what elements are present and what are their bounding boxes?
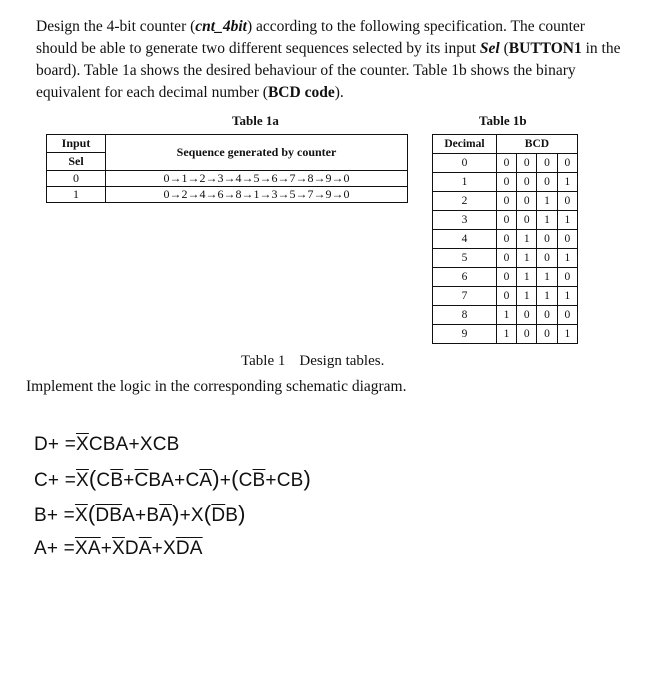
sel-cell: 0 xyxy=(47,171,106,187)
equation-b: $B+ =\overline{X}(\overline{DB}A+B\overline{A})+X(\overline{D}B)$ xyxy=(34,501,246,526)
table-row xyxy=(433,268,578,287)
bcd-bit-cell: 1 xyxy=(537,287,557,306)
decimal-cell: 5 xyxy=(433,249,497,268)
bcd-bit-cell: 0 xyxy=(496,249,516,268)
bcd-bit-cell: 0 xyxy=(517,173,537,192)
bcd-bit-cell: 0 xyxy=(517,211,537,230)
bcd-bit-cell: 1 xyxy=(517,230,537,249)
caption-text: Design tables. xyxy=(299,353,385,369)
bcd-bit-cell: 1 xyxy=(517,249,537,268)
bcd-bit-cell: 1 xyxy=(517,287,537,306)
bcd-bit-cell: 1 xyxy=(496,306,516,325)
caption-label: Table 1 xyxy=(241,353,286,369)
bcd-bit-cell: 0 xyxy=(557,306,577,325)
bcd-bit-cell: 0 xyxy=(517,154,537,173)
table-row xyxy=(433,287,578,306)
equation-c: $C+ =\overline{X}(C\overline{B}+\overline{C}BA+C\overline{A})+(C\overline{B}+CB)$ xyxy=(34,466,312,491)
bcd-bit-cell: 0 xyxy=(557,230,577,249)
header-input: Input xyxy=(47,135,106,153)
decimal-cell: 4 xyxy=(433,230,497,249)
header-sequence: Sequence generated by counter xyxy=(106,135,408,171)
equation-d: $D+ =\overline{X}CBA+XCB$ xyxy=(34,434,180,455)
table-row xyxy=(433,211,578,230)
intro-text: ( xyxy=(499,40,509,57)
table-row xyxy=(433,306,578,325)
bcd-bit-cell: 1 xyxy=(557,287,577,306)
table-row xyxy=(433,325,578,344)
intro-paragraph xyxy=(36,16,626,104)
decimal-cell: 3 xyxy=(433,211,497,230)
counter-name: cnt_4bit xyxy=(195,18,247,35)
intro-text: in the board). Table 1a shows the desired behaviour of the counter. Table 1b shows the binary equivalent for each decimal number ( xyxy=(36,40,621,101)
bcd-bit-cell: 1 xyxy=(557,249,577,268)
bcd-bit-cell: 0 xyxy=(496,230,516,249)
bcd-bit-cell: 0 xyxy=(537,325,557,344)
decimal-cell: 6 xyxy=(433,268,497,287)
input-name: Sel xyxy=(479,40,500,57)
table-row xyxy=(47,187,408,203)
table-row xyxy=(433,173,578,192)
bcd-bit-cell: 0 xyxy=(557,154,577,173)
bcd-bit-cell: 0 xyxy=(517,192,537,211)
sel-cell: 1 xyxy=(47,187,106,203)
bcd-bit-cell: 0 xyxy=(537,230,557,249)
intro-text: ) according to the following specification. The counter should be able to generate two different sequences selected by its input xyxy=(36,18,585,57)
decimal-cell: 2 xyxy=(433,192,497,211)
figure-caption xyxy=(241,353,384,370)
bcd-bit-cell: 1 xyxy=(537,192,557,211)
table-row xyxy=(433,192,578,211)
bcd-bit-cell: 0 xyxy=(496,268,516,287)
bcd-bit-cell: 1 xyxy=(557,211,577,230)
bcd-bit-cell: 0 xyxy=(517,306,537,325)
equation-a: $A+ =\overline{XA}+\overline{X}D\overline{A}+X\overline{DA}$ xyxy=(34,538,203,559)
bcd-bit-cell: 0 xyxy=(496,211,516,230)
decimal-cell: 9 xyxy=(433,325,497,344)
decimal-cell: 8 xyxy=(433,306,497,325)
bcd-bit-cell: 0 xyxy=(517,325,537,344)
bcd-bit-cell: 0 xyxy=(496,154,516,173)
table-row xyxy=(433,154,578,173)
bcd-bit-cell: 0 xyxy=(537,249,557,268)
code-name: BCD code xyxy=(267,84,335,101)
table-row xyxy=(433,249,578,268)
table-row xyxy=(433,230,578,249)
sequence-cell: 0→1→2→3→4→5→6→7→8→9→0 xyxy=(106,171,408,187)
bcd-bit-cell: 1 xyxy=(557,173,577,192)
bcd-bit-cell: 1 xyxy=(496,325,516,344)
header-bcd: BCD xyxy=(496,135,577,154)
bcd-bit-cell: 1 xyxy=(537,211,557,230)
bcd-bit-cell: 0 xyxy=(537,154,557,173)
table-row xyxy=(47,171,408,187)
decimal-cell: 0 xyxy=(433,154,497,173)
table-1a xyxy=(46,134,408,203)
bcd-bit-cell: 0 xyxy=(496,173,516,192)
bcd-bit-cell: 1 xyxy=(537,268,557,287)
button-name: BUTTON1 xyxy=(508,40,582,57)
intro-text: ). xyxy=(334,84,344,101)
table-1b xyxy=(432,134,578,344)
bcd-bit-cell: 0 xyxy=(537,306,557,325)
table-1b-caption: Table 1b xyxy=(479,113,527,128)
bcd-bit-cell: 0 xyxy=(557,192,577,211)
header-sel: Sel xyxy=(47,153,106,171)
bcd-bit-cell: 0 xyxy=(496,287,516,306)
bcd-bit-cell: 1 xyxy=(517,268,537,287)
header-decimal: Decimal xyxy=(433,135,497,154)
bcd-bit-cell: 0 xyxy=(496,192,516,211)
implement-instruction: Implement the logic in the corresponding schematic diagram. xyxy=(26,378,407,395)
sequence-cell: 0→2→4→6→8→1→3→5→7→9→0 xyxy=(106,187,408,203)
table-1a-caption: Table 1a xyxy=(232,113,279,128)
bcd-bit-cell: 0 xyxy=(557,268,577,287)
decimal-cell: 1 xyxy=(433,173,497,192)
bcd-bit-cell: 1 xyxy=(557,325,577,344)
intro-text: Design the 4-bit counter ( xyxy=(36,18,196,35)
bcd-bit-cell: 0 xyxy=(537,173,557,192)
decimal-cell: 7 xyxy=(433,287,497,306)
